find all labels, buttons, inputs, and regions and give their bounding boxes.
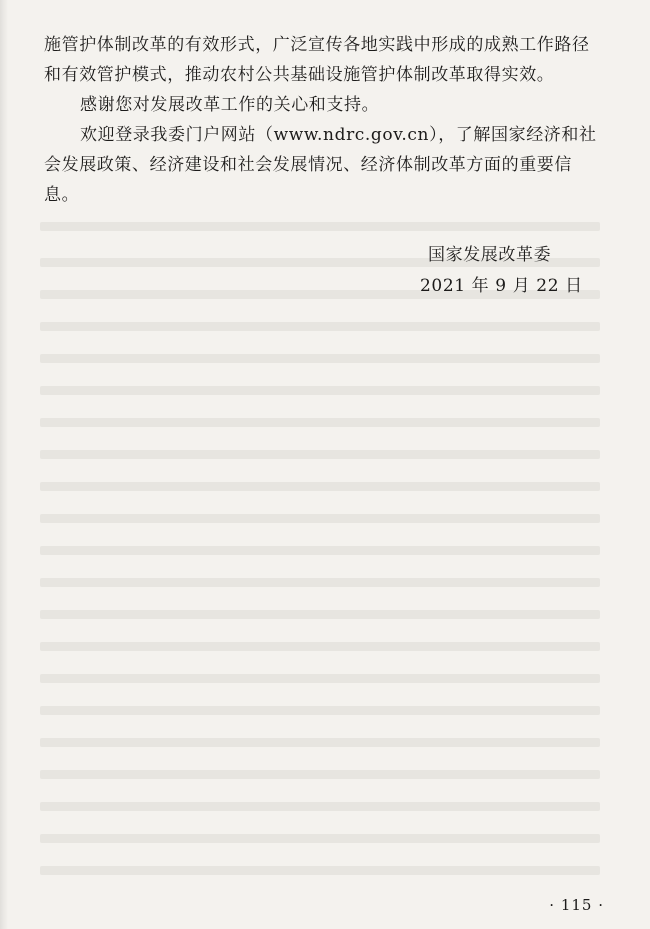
signature-date: 2021 年 9 月 22 日 bbox=[420, 276, 583, 296]
signature-organization: 国家发展改革委 bbox=[428, 245, 552, 265]
page-number: · 115 · bbox=[549, 896, 604, 914]
paragraph-reform-promotion: 施管护体制改革的有效形式，广泛宣传各地实践中形成的成熟工作路径和有效管护模式，推动农村公共基础设施管护体制改革取得实效。 bbox=[44, 35, 590, 85]
page-edge-shadow bbox=[0, 0, 8, 929]
paragraph-thanks: 感谢您对发展改革工作的关心和支持。 bbox=[80, 95, 380, 115]
paragraph-website-invitation: 欢迎登录我委门户网站（www.ndrc.gov.cn），了解国家经济和社会发展政策、经济建设和社会发展情况、经济体制改革方面的重要信息。 bbox=[44, 125, 597, 205]
